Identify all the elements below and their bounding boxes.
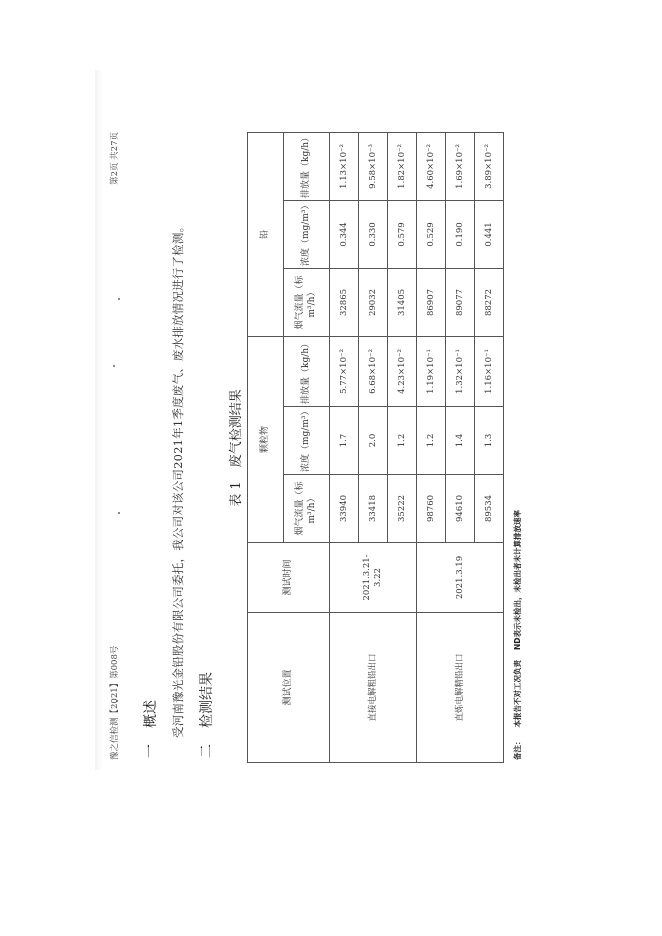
page-info: 第2页 共27页 <box>110 132 120 185</box>
cell-value: 86907 <box>417 269 446 337</box>
cell-value: 33940 <box>330 475 359 543</box>
cell-value: 0.190 <box>446 201 475 269</box>
header-concentration: 浓度（mg/m³） <box>284 407 330 475</box>
cell-value: 88272 <box>475 269 504 337</box>
cell-value: 9.58×10⁻³ <box>359 133 388 201</box>
table-row <box>417 133 446 763</box>
header-flow: 烟气流量（标 m³/h） <box>284 475 330 543</box>
table-note: 备注：本报告不对工况负责ND表示未检出，未检出者未计算排放速率 <box>513 509 522 760</box>
cell-value: 1.13×10⁻² <box>330 133 359 201</box>
header-emission: 排放量（kg/h） <box>284 337 330 407</box>
cell-time: 2021.3.19 <box>417 543 504 613</box>
cell-time: 2021.3.21-3.22 <box>330 543 417 613</box>
cell-value: 1.16×10⁻¹ <box>475 337 504 407</box>
cell-value: 6.68×10⁻² <box>359 337 388 407</box>
cell-value: 98760 <box>417 475 446 543</box>
header-time: 测试时间 <box>248 543 330 613</box>
header-lead: 铅 <box>248 133 284 337</box>
header-flow: 烟气流量（标 m³/h） <box>284 269 330 337</box>
cell-value: 3.89×10⁻² <box>475 133 504 201</box>
cell-value: 35222 <box>388 475 417 543</box>
rotated-page <box>100 128 555 768</box>
overview-paragraph: 受河南豫光金铅股份有限公司委托，我公司对该公司2021年1季度废气、废水排放情况进行了检测。 <box>171 220 185 738</box>
cell-value: 0.441 <box>475 201 504 269</box>
cell-value: 1.2 <box>417 407 446 475</box>
cell-value: 1.32×10⁻¹ <box>446 337 475 407</box>
table-row <box>330 133 359 763</box>
cell-value: 0.344 <box>330 201 359 269</box>
cell-location: 直炼电解精铅出口 <box>417 613 504 763</box>
cell-value: 32865 <box>330 269 359 337</box>
cell-value: 4.23×10⁻² <box>388 337 417 407</box>
section-overview-heading: 一概述 <box>143 700 159 758</box>
cell-value: 1.19×10⁻¹ <box>417 337 446 407</box>
cell-value: 2.0 <box>359 407 388 475</box>
cell-value: 29032 <box>359 269 388 337</box>
cell-value: 1.4 <box>446 407 475 475</box>
cell-value: 1.69×10⁻² <box>446 133 475 201</box>
header-emission: 排放量（kg/h） <box>284 133 330 201</box>
cell-value: 1.2 <box>388 407 417 475</box>
cell-value: 0.330 <box>359 201 388 269</box>
section-results-heading: 二检测结果 <box>199 672 215 758</box>
header-location: 测试位置 <box>248 613 330 763</box>
cell-value: 5.77×10⁻² <box>330 337 359 407</box>
cell-value: 0.529 <box>417 201 446 269</box>
cell-value: 31405 <box>388 269 417 337</box>
cell-value: 1.3 <box>475 407 504 475</box>
cell-value: 89077 <box>446 269 475 337</box>
cell-value: 1.82×10⁻² <box>388 133 417 201</box>
table-caption: 表 1废气检测结果 <box>229 389 244 507</box>
header-concentration: 浓度（mg/m³） <box>284 201 330 269</box>
cell-value: 94610 <box>446 475 475 543</box>
cell-value: 33418 <box>359 475 388 543</box>
exhaust-results-table <box>247 132 504 763</box>
cell-location: 直接电解粗铅出口 <box>330 613 417 763</box>
cell-value: 89534 <box>475 475 504 543</box>
report-number: 豫之信检测【2021】第008号 <box>110 645 120 760</box>
cell-value: 0.579 <box>388 201 417 269</box>
header-particulate: 颗粒物 <box>248 337 284 543</box>
cell-value: 4.60×10⁻² <box>417 133 446 201</box>
cell-value: 1.7 <box>330 407 359 475</box>
